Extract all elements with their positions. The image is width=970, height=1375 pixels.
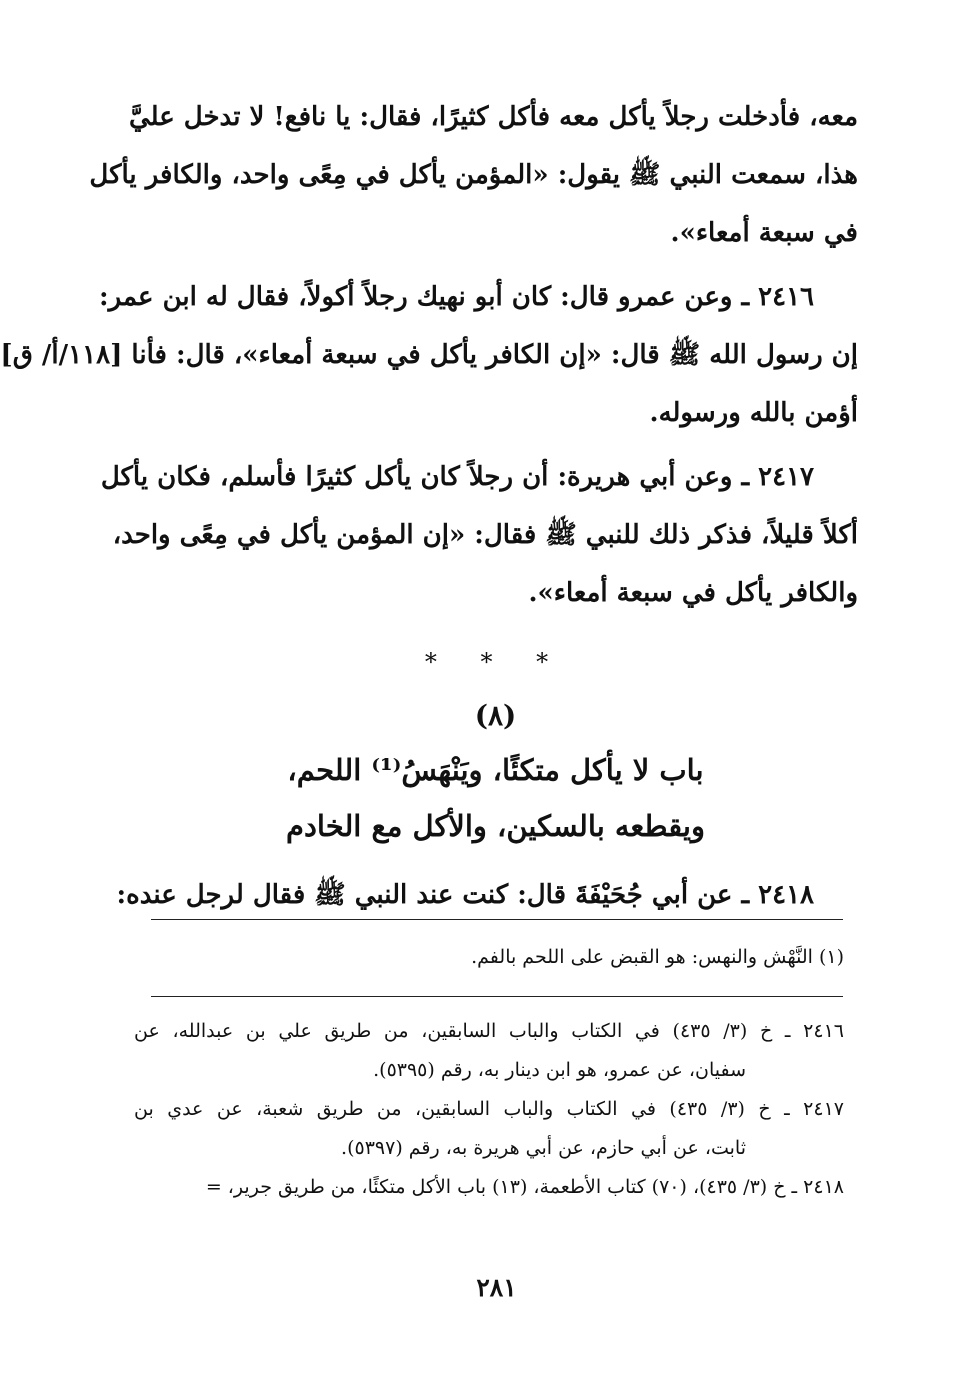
page-number: ٢٨١ (476, 1273, 517, 1302)
chapter-title-line-2: ويقطعه بالسكين، والأكل مع الخادم (286, 809, 705, 843)
takhrij-line: ثابت، عن أبي حازم، عن أبي هريرة به، رقم (٥٣٩٧). (341, 1137, 746, 1159)
hadith-2416 (0, 268, 858, 442)
takhrij-line: ٢٤١٦ ـ خ (٣/ ٤٣٥) في الكتاب والباب السابقين، من طريق علي بن عبدالله، عن (134, 1020, 844, 1042)
text-line: في سبعة أمعاء». (670, 218, 858, 248)
main-text (0, 88, 858, 924)
text-line: أكلاً قليلاً، فذكر ذلك للنبي ﷺ فقال: «إن المؤمن يأكل في مِعًى واحد، (112, 520, 858, 550)
footnote-1: (١) النَّهْش والنهس: هو القبض على اللحم بالفم. (471, 946, 844, 968)
text-line: والكافر يأكل في سبعة أمعاء». (528, 578, 858, 608)
takhrij-2418 (134, 1168, 844, 1207)
text-line: هذا، سمعت النبي ﷺ يقول: «المؤمن يأكل في مِعًى واحد، والكافر يأكل (89, 160, 858, 190)
takhrij-2416 (134, 1012, 844, 1090)
chapter-number: (٨) (474, 699, 517, 732)
text-line: أؤمن بالله ورسوله. (649, 398, 858, 428)
chapter-title-line-1: باب لا يأكل متكئًا، ويَنْهَسُ⁽¹⁾ اللحم، (287, 753, 704, 787)
takhrij-line: سفيان، عن عمرو، هو ابن دينار به، رقم (٥٣٩٥). (373, 1059, 746, 1081)
takhrij-notes (134, 1012, 844, 1207)
hadith-2418: ٢٤١٨ ـ عن أبي جُحَيْفَةَ قال: كنت عند النبي ﷺ فقال لرجل عنده: (116, 880, 814, 910)
takhrij-line: ٢٤١٧ ـ خ (٣/ ٤٣٥) في الكتاب والباب السابقين، من طريق شعبة، عن عدي بن (134, 1098, 844, 1120)
takhrij-divider (151, 996, 843, 997)
takhrij-line: ٢٤١٨ ـ خ (٣/ ٤٣٥)، (٧٠) كتاب الأطعمة، (١٣) باب الأكل متكئًا، من طريق جرير، = (205, 1176, 844, 1198)
text-line: ٢٤١٧ ـ وعن أبي هريرة: أن رجلاً كان يأكل كثيرًا فأسلم، فكان يأكل (100, 462, 814, 492)
paragraph-continuation (89, 88, 858, 262)
footnote-divider (151, 919, 843, 920)
text-line: إن رسول الله ﷺ قال: «إن الكافر يأكل في سبعة أمعاء»، قال: فأنا [١١٨/أ/ ق] (0, 340, 858, 370)
takhrij-2417 (134, 1090, 844, 1168)
chapter-heading (133, 690, 858, 854)
section-separator: * * * (424, 648, 567, 676)
hadith-2417 (100, 448, 858, 622)
text-line: معه، فأدخلت رجلاً يأكل معه فأكل كثيرًا، فقال: يا نافع! لا تدخل عليَّ (128, 102, 858, 132)
text-line: ٢٤١٦ ـ وعن عمرو قال: كان أبو نهيك رجلاً أكولاً، فقال له ابن عمر: (99, 282, 814, 312)
